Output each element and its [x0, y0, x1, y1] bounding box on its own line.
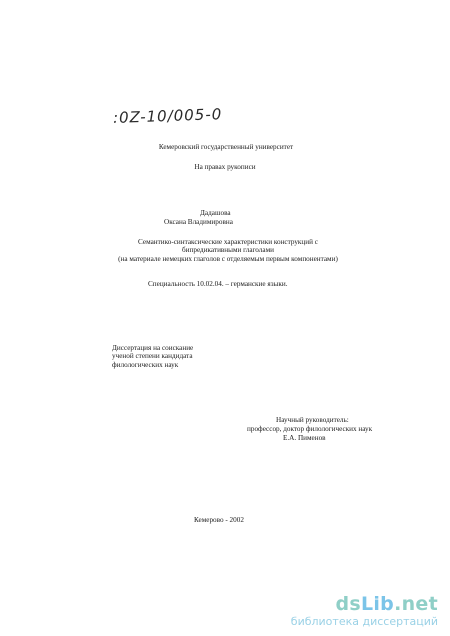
supervisor-title: профессор, доктор филологических наук — [247, 425, 373, 433]
supervisor-name: Е.А. Пименов — [283, 434, 326, 442]
dissertation-degree-line-1: Диссертация на соискание — [112, 344, 194, 352]
manuscript-rights-note: На правах рукописи — [194, 163, 256, 171]
dissertation-title-line-3: (на материале немецких глаголов с отделяемым первым компонентами) — [118, 255, 338, 263]
dslib-subtitle: библиотека диссертаций — [290, 615, 438, 628]
author-surname: Дадашова — [200, 209, 231, 217]
dissertation-title-line-1: Семантико-синтаксические характеристики конструкций с — [138, 238, 318, 246]
speciality-line: Специальность 10.02.04. – германские языки. — [148, 280, 288, 288]
city-year: Кемерово - 2002 — [194, 516, 244, 524]
supervisor-heading: Научный руководитель: — [276, 416, 349, 424]
dissertation-degree-line-2: ученой степени кандидата — [112, 352, 193, 360]
handwritten-archive-code: :0Z-10/005-0 — [112, 105, 223, 127]
dissertation-degree-line-3: филологических наук — [112, 361, 179, 369]
dslib-watermark — [291, 594, 438, 628]
author-given-names: Оксана Владимировна — [164, 218, 233, 226]
university-name: Кемеровский государственный университет — [158, 143, 294, 151]
dissertation-title-line-2: бипредикативными глаголами — [182, 246, 274, 254]
dslib-logo: dsLib.net — [335, 593, 438, 615]
